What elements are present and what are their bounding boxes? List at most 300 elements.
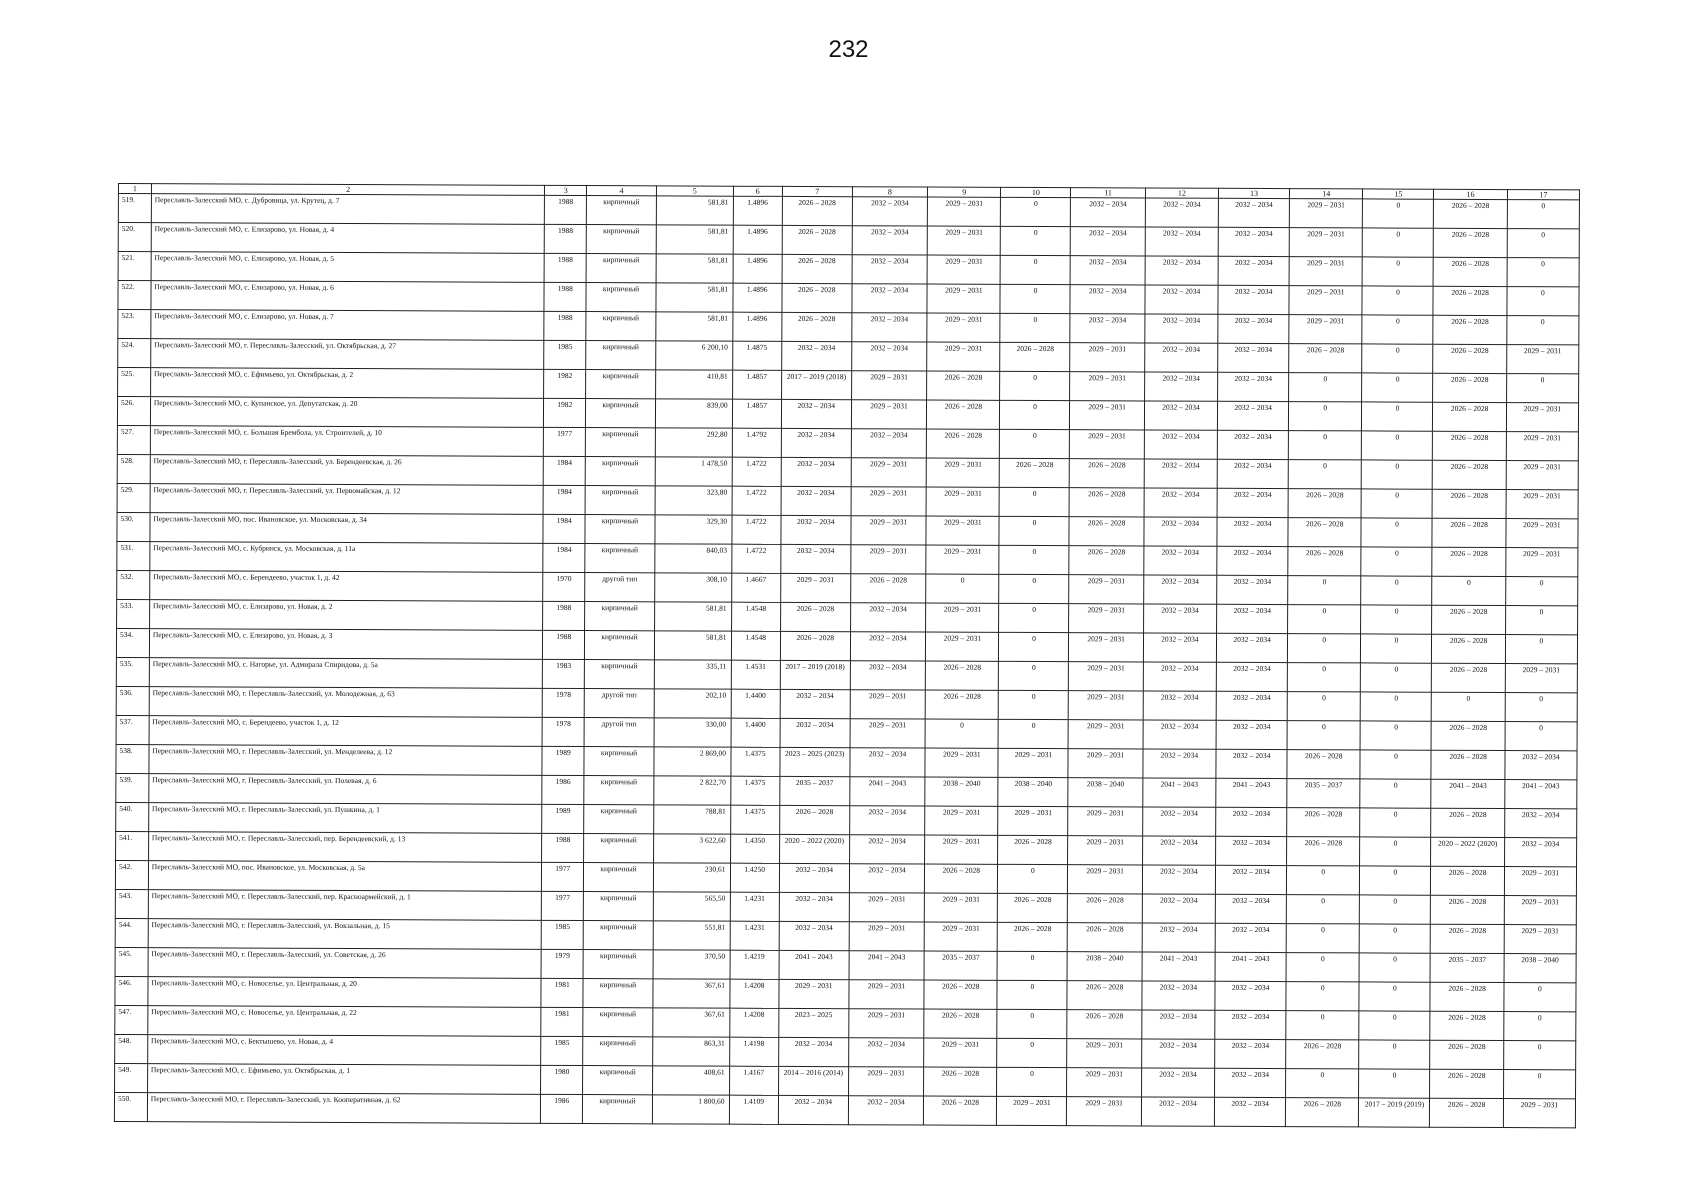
table-cell: 0: [999, 690, 1069, 719]
table-cell: 2032 – 2034: [1215, 865, 1286, 894]
table-cell: 0: [1360, 837, 1431, 866]
table-cell: 2032 – 2034: [1217, 401, 1288, 430]
table-cell: 1.4208: [729, 979, 778, 1008]
table-cell: 2026 – 2028: [1432, 721, 1505, 750]
table-cell: 2026 – 2028: [1433, 373, 1506, 402]
table-cell: 0: [1505, 606, 1577, 635]
table-cell: 0: [1362, 460, 1433, 489]
table-cell: 2032 – 2034: [1142, 923, 1215, 952]
table-cell: 2026 – 2028: [1430, 1040, 1503, 1069]
table-cell: 0: [1360, 924, 1431, 953]
table-cell: 1.4896: [733, 196, 782, 225]
table-cell: 1985: [544, 340, 586, 369]
table-cell: 2041 – 2043: [1215, 952, 1286, 981]
table-cell: 1982: [544, 398, 586, 427]
table-cell: 0: [1360, 750, 1431, 779]
table-cell: 2041 – 2043: [779, 950, 849, 979]
table-cell: 1.4231: [730, 921, 779, 950]
table-cell: 1.4208: [729, 1008, 778, 1037]
table-cell: 2029 – 2031: [851, 400, 927, 429]
table-cell: 533.: [117, 599, 150, 628]
table-cell: 2029 – 2031: [997, 1096, 1067, 1125]
table-cell: 0: [1507, 287, 1579, 316]
table-cell: 2029 – 2031: [926, 487, 999, 516]
table-cell: 2032 – 2034: [1144, 488, 1217, 517]
table-cell: 2026 – 2028: [1433, 431, 1506, 460]
table-cell: Переславль-Залесский МО, с. Нагорье, ул. Адмирала Спиридова, д. 5а: [149, 658, 543, 689]
table-cell: 535.: [116, 657, 149, 686]
column-header: 7: [782, 186, 852, 196]
table-cell: 2032 – 2034: [850, 632, 926, 661]
table-cell: 1988: [544, 282, 586, 311]
table-cell: 2029 – 2031: [1289, 315, 1362, 344]
table-cell: 2032 – 2034: [851, 342, 927, 371]
table-cell: 2029 – 2031: [1503, 1099, 1575, 1128]
table-cell: 0: [1505, 577, 1577, 606]
table-cell: 2041 – 2043: [850, 777, 926, 806]
table-cell: 2032 – 2034: [1144, 546, 1217, 575]
table-cell: 0: [998, 864, 1068, 893]
table-cell: 2026 – 2028: [1289, 344, 1362, 373]
table-cell: 1988: [542, 833, 584, 862]
table-cell: Переславль-Залесский МО, г. Переславль-Залесский, ул. Менделеева, д. 12: [149, 745, 543, 776]
table-cell: 0: [1359, 1069, 1430, 1098]
table-cell: 0: [1361, 663, 1432, 692]
table-cell: 2029 – 2031: [927, 284, 1000, 313]
table-cell: 2029 – 2031: [1506, 345, 1578, 374]
table-cell: 0: [1505, 722, 1577, 751]
table-cell: 526.: [117, 397, 150, 426]
table-cell: 1.4722: [732, 486, 781, 515]
table-cell: 2029 – 2031: [850, 690, 926, 719]
table-cell: Переславль-Залесский МО, г. Переславль-Залесский, ул. Кооперативная, д. 62: [147, 1093, 541, 1124]
table-cell: 2029 – 2031: [1506, 403, 1578, 432]
table-cell: кирпичный: [585, 544, 655, 573]
table-cell: кирпичный: [583, 863, 653, 892]
table-cell: 2029 – 2031: [1067, 1097, 1141, 1126]
table-cell: 0: [1503, 1070, 1575, 1099]
table-cell: 2032 – 2034: [1216, 662, 1287, 691]
table-cell: 546.: [115, 976, 148, 1005]
table-cell: другой тип: [585, 573, 655, 602]
table-cell: 543.: [115, 889, 148, 918]
table-cell: кирпичный: [585, 515, 655, 544]
table-cell: 2032 – 2034: [1145, 314, 1218, 343]
table-cell: кирпичный: [585, 457, 655, 486]
table-cell: 0: [1287, 663, 1360, 692]
table-cell: 2026 – 2028: [924, 1067, 997, 1096]
column-header: 6: [733, 186, 782, 196]
table-cell: 2029 – 2031: [779, 979, 849, 1008]
table-cell: 2032 – 2034: [1217, 546, 1288, 575]
table-cell: 0: [999, 603, 1069, 632]
table-cell: 0: [1000, 429, 1070, 458]
column-header: 9: [928, 187, 1001, 197]
table-cell: 0: [1505, 635, 1577, 664]
table-cell: 2026 – 2028: [1433, 460, 1506, 489]
table-cell: 2026 – 2028: [1000, 458, 1070, 487]
table-cell: 2026 – 2028: [1288, 489, 1361, 518]
table-cell: 0: [1359, 982, 1430, 1011]
table-cell: 2026 – 2028: [1431, 895, 1504, 924]
table-cell: 2026 – 2028: [850, 574, 926, 603]
table-cell: 840,03: [655, 544, 732, 573]
table-cell: 2038 – 2040: [1504, 954, 1576, 983]
table-cell: 2029 – 2031: [926, 516, 999, 545]
table-cell: 0: [1287, 866, 1360, 895]
table-cell: 524.: [118, 339, 151, 368]
table-cell: 2029 – 2031: [1505, 664, 1577, 693]
table-cell: 2029 – 2031: [1070, 401, 1144, 430]
table-cell: 2029 – 2031: [849, 922, 925, 951]
table-cell: 2032 – 2034: [849, 835, 925, 864]
table-cell: 1985: [542, 920, 584, 949]
table-cell: 1.4109: [729, 1095, 778, 1124]
table-cell: 525.: [118, 368, 151, 397]
table-cell: 2032 – 2034: [1070, 314, 1144, 343]
table-cell: 2032 – 2034: [850, 603, 926, 632]
table-cell: 2026 – 2028: [1067, 981, 1141, 1010]
table-cell: 0: [1288, 605, 1361, 634]
table-cell: кирпичный: [586, 254, 656, 283]
table-cell: 2032 – 2034: [1215, 1010, 1286, 1039]
table-cell: 0: [1362, 402, 1433, 431]
table-cell: 2026 – 2028: [1433, 286, 1506, 315]
table-cell: Переславль-Залесский МО, с. Елизарово, ул. Новая, д. 3: [149, 629, 543, 660]
table-cell: 1986: [542, 775, 584, 804]
table-cell: 0: [1363, 199, 1434, 228]
table-cell: 2026 – 2028: [1430, 982, 1503, 1011]
table-cell: 2026 – 2028: [1430, 1098, 1503, 1127]
table-cell: 1.4198: [729, 1037, 778, 1066]
table-cell: 1980: [541, 1065, 583, 1094]
table-cell: 2032 – 2034: [1217, 604, 1288, 633]
table-cell: Переславль-Залесский МО, г. Переславль-Залесский, ул. Молодежная, д. 63: [149, 687, 543, 718]
table-cell: 2029 – 2031: [925, 748, 998, 777]
table-cell: 2035 – 2037: [1287, 779, 1360, 808]
table-cell: кирпичный: [583, 979, 653, 1008]
table-cell: 2032 – 2034: [852, 313, 928, 342]
table-cell: 292,80: [655, 428, 732, 457]
table-cell: 0: [997, 1038, 1067, 1067]
table-cell: 308,10: [655, 573, 732, 602]
table-cell: 2026 – 2028: [1069, 517, 1143, 546]
table-cell: 2032 – 2034: [781, 486, 851, 515]
table-cell: кирпичный: [584, 660, 654, 689]
table-cell: 2032 – 2034: [1070, 285, 1144, 314]
table-cell: кирпичный: [586, 370, 656, 399]
table-cell: 2038 – 2040: [1067, 952, 1141, 981]
table-cell: 2026 – 2028: [998, 893, 1068, 922]
column-header: 17: [1507, 190, 1579, 200]
table-cell: Переславль-Залесский МО, с. Берендеево, участок 1, д. 12: [149, 716, 543, 747]
table-cell: 1984: [544, 456, 586, 485]
table-cell: 2032 – 2034: [1217, 575, 1288, 604]
table-cell: 2026 – 2028: [1433, 344, 1506, 373]
table-cell: 0: [1507, 229, 1579, 258]
table-cell: 2032 – 2034: [850, 748, 926, 777]
table-cell: 0: [1503, 1041, 1575, 1070]
table-cell: 2026 – 2028: [1286, 1040, 1359, 1069]
table-cell: Переславль-Залесский МО, с. Елизарово, ул. Новая, д. 6: [151, 281, 545, 312]
table-cell: 0: [1286, 895, 1359, 924]
table-cell: 2029 – 2031: [1504, 925, 1576, 954]
table-cell: 2032 – 2034: [1142, 894, 1215, 923]
table-cell: 550.: [114, 1092, 147, 1121]
table-cell: 1.4896: [732, 283, 781, 312]
table-cell: 2029 – 2031: [924, 1038, 997, 1067]
table-cell: 2029 – 2031: [1506, 490, 1578, 519]
table-cell: 2032 – 2034: [1217, 517, 1288, 546]
table-cell: 2026 – 2028: [1070, 459, 1144, 488]
table-cell: 0: [1286, 982, 1359, 1011]
table-cell: 1982: [544, 369, 586, 398]
table-cell: 1988: [545, 253, 587, 282]
table-cell: 2017 – 2019 (2018): [780, 660, 850, 689]
table-cell: 2032 – 2034: [1217, 430, 1288, 459]
table-cell: 2032 – 2034: [1215, 1068, 1286, 1097]
table-cell: 1.4857: [732, 370, 781, 399]
table-cell: 2029 – 2031: [1069, 662, 1143, 691]
table-cell: 2029 – 2031: [927, 255, 1000, 284]
table-cell: 2026 – 2028: [780, 602, 850, 631]
table-cell: 2032 – 2034: [1215, 1039, 1286, 1068]
table-cell: 2029 – 2031: [1068, 807, 1142, 836]
table-cell: 1986: [541, 1094, 583, 1123]
table-cell: 544.: [115, 918, 148, 947]
table-cell: 1.4250: [730, 863, 779, 892]
table-cell: 1.4857: [732, 399, 781, 428]
table-cell: Переславль-Залесский МО, с. Кубринск, ул. Московская, д. 11а: [150, 542, 544, 573]
table-cell: Переславль-Залесский МО, г. Переславль-Залесский, ул. Октябрьская, д. 27: [150, 339, 544, 370]
table-cell: 1970: [543, 572, 585, 601]
table-cell: 2032 – 2034: [848, 1038, 924, 1067]
table-cell: 2032 – 2034: [1218, 198, 1289, 227]
table-cell: 2026 – 2028: [1286, 1098, 1359, 1127]
table-cell: 0: [1000, 371, 1070, 400]
table-cell: 2032 – 2034: [781, 341, 851, 370]
table-cell: 0: [999, 545, 1069, 574]
table-cell: кирпичный: [584, 747, 654, 776]
table-cell: 1.4231: [730, 892, 779, 921]
table-cell: 2017 – 2019 (2019): [1359, 1098, 1430, 1127]
table-cell: 2029 – 2031: [1070, 430, 1144, 459]
table-cell: другой тип: [584, 718, 654, 747]
table-cell: 2032 – 2034: [1218, 314, 1289, 343]
table-cell: Переславль-Залесский МО, с. Елизарово, ул. Новая, д. 2: [149, 600, 543, 631]
table-cell: 2032 – 2034: [1141, 1039, 1214, 1068]
table-cell: 1988: [543, 630, 585, 659]
table-cell: Переславль-Залесский МО, пос. Ивановское, ул. Московская, д. 34: [150, 513, 544, 544]
table-cell: 0: [1361, 605, 1432, 634]
table-cell: 2032 – 2034: [1215, 981, 1286, 1010]
table-cell: 522.: [118, 281, 151, 310]
table-cell: кирпичный: [584, 776, 654, 805]
table-cell: кирпичный: [583, 1037, 653, 1066]
table-cell: Переславль-Залесский МО, с. Елизарово, ул. Новая, д. 7: [151, 310, 545, 341]
table-cell: 548.: [115, 1034, 148, 1063]
table-cell: 2032 – 2034: [1504, 838, 1576, 867]
table-cell: 545.: [115, 947, 148, 976]
table-cell: 1988: [544, 311, 586, 340]
housing-table: [114, 183, 1580, 1128]
table-cell: 2017 – 2019 (2018): [781, 370, 851, 399]
table-cell: 2032 – 2034: [1216, 836, 1287, 865]
table-cell: 0: [1000, 487, 1070, 516]
table-cell: 0: [1001, 226, 1071, 255]
table-cell: 2029 – 2031: [851, 371, 927, 400]
table-cell: 521.: [118, 252, 151, 281]
table-cell: 2026 – 2028: [1000, 342, 1070, 371]
table-cell: 2032 – 2034: [1143, 604, 1216, 633]
table-cell: Переславль-Залесский МО, с. Берендеево, участок 1, д. 42: [149, 571, 543, 602]
table-cell: 2029 – 2031: [924, 922, 997, 951]
table-cell: 329,30: [655, 515, 732, 544]
table-cell: 0: [999, 574, 1069, 603]
table-cell: Переславль-Залесский МО, с. Елизарово, ул. Новая, д. 5: [151, 252, 545, 283]
table-cell: Переславль-Залесский МО, с. Большая Брембола, ул. Строителей, д. 10: [150, 426, 544, 457]
table-cell: 2026 – 2028: [1288, 547, 1361, 576]
table-cell: 2032 – 2034: [1505, 751, 1577, 780]
table-cell: Переславль-Залесский МО, г. Переславль-Залесский, ул. Пушкина, д. 1: [148, 803, 542, 834]
table-cell: 202,10: [654, 689, 731, 718]
table-cell: 2029 – 2031: [998, 748, 1068, 777]
table-cell: 540.: [116, 802, 149, 831]
table-cell: 0: [1362, 315, 1433, 344]
table-cell: 2032 – 2034: [1142, 807, 1215, 836]
table-cell: 0: [1289, 402, 1362, 431]
table-cell: 0: [1361, 489, 1432, 518]
table-cell: 2032 – 2034: [1218, 343, 1289, 372]
table-cell: 2029 – 2031: [1289, 199, 1362, 228]
table-cell: 1983: [543, 659, 585, 688]
table-cell: 1.4350: [730, 834, 779, 863]
table-cell: 1.4375: [730, 747, 779, 776]
table-cell: Переславль-Залесский МО, с. Купанское, ул. Депутатская, д. 20: [150, 397, 544, 428]
table-cell: Переславль-Залесский МО, пос. Ивановское, ул. Московская, д. 5а: [148, 861, 542, 892]
table-cell: 0: [1286, 953, 1359, 982]
table-cell: 1.4375: [730, 776, 779, 805]
table-cell: 6 200,10: [656, 341, 733, 370]
table-cell: 2032 – 2034: [1145, 285, 1218, 314]
table-cell: 549.: [115, 1063, 148, 1092]
table-cell: 2032 – 2034: [1144, 517, 1217, 546]
table-cell: 2026 – 2028: [925, 661, 998, 690]
table-cell: 541.: [116, 831, 149, 860]
table-cell: 2026 – 2028: [998, 835, 1068, 864]
column-header: 16: [1434, 189, 1507, 199]
table-cell: 581,81: [656, 312, 733, 341]
table-cell: 2026 – 2028: [1431, 866, 1504, 895]
table-cell: 2026 – 2028: [782, 254, 852, 283]
table-cell: кирпичный: [586, 341, 656, 370]
table-cell: 2026 – 2028: [780, 631, 850, 660]
table-cell: 839,00: [655, 399, 732, 428]
table-cell: 2029 – 2031: [849, 980, 925, 1009]
table-cell: 2026 – 2028: [925, 864, 998, 893]
table-cell: 1.4896: [733, 254, 782, 283]
table-cell: 2032 – 2034: [848, 1096, 924, 1125]
table-cell: 370,50: [653, 950, 730, 979]
table-cell: 2023 – 2025: [779, 1008, 849, 1037]
table-cell: 2026 – 2028: [782, 283, 852, 312]
table-cell: 2026 – 2028: [1431, 808, 1504, 837]
table-cell: кирпичный: [584, 631, 654, 660]
table-cell: 2029 – 2031: [927, 313, 1000, 342]
table-cell: 2032 – 2034: [1071, 227, 1145, 256]
table-cell: 0: [1363, 228, 1434, 257]
table-cell: Переславль-Залесский МО, г. Переславль-Залесский, ул. Первомайская, д. 12: [150, 484, 544, 515]
table-cell: 0: [1504, 1012, 1576, 1041]
table-cell: 2029 – 2031: [926, 458, 999, 487]
table-cell: 1977: [542, 891, 584, 920]
table-cell: Переславль-Залесский МО, г. Переславль-Залесский, пер. Берендеевский, д. 13: [148, 832, 542, 863]
table-cell: Переславль-Залесский МО, г. Переславль-Залесский, ул. Советская, д. 26: [148, 948, 542, 979]
table-cell: 2041 – 2043: [1505, 780, 1577, 809]
table-cell: 2032 – 2034: [1144, 459, 1217, 488]
table-cell: 0: [1361, 634, 1432, 663]
table-cell: 2029 – 2031: [1068, 749, 1142, 778]
table-cell: 1984: [543, 514, 585, 543]
column-header: 10: [1001, 187, 1071, 197]
table-cell: 2029 – 2031: [1506, 461, 1578, 490]
table-cell: кирпичный: [583, 1008, 653, 1037]
table-cell: другой тип: [584, 689, 654, 718]
table-cell: 2 822,70: [654, 776, 731, 805]
table-cell: 2032 – 2034: [850, 661, 926, 690]
table-cell: 581,81: [654, 631, 731, 660]
table-cell: кирпичный: [584, 805, 654, 834]
table-cell: 0: [926, 574, 999, 603]
table-cell: Переславль-Залесский МО, с. Бектышево, ул. Новая, д. 4: [147, 1035, 541, 1066]
table-cell: 2026 – 2028: [1434, 257, 1507, 286]
column-header: 15: [1363, 189, 1434, 199]
table-cell: 2032 – 2034: [1144, 372, 1217, 401]
table-cell: 2032 – 2034: [1216, 749, 1287, 778]
table-cell: 2026 – 2028: [998, 922, 1068, 951]
table-cell: 367,61: [653, 1008, 730, 1037]
table-cell: 2032 – 2034: [1071, 256, 1145, 285]
table-cell: 2032 – 2034: [1216, 633, 1287, 662]
table-cell: кирпичный: [586, 225, 656, 254]
table-cell: 2035 – 2037: [1431, 953, 1504, 982]
table-cell: 1989: [542, 804, 584, 833]
table-cell: 0: [1362, 373, 1433, 402]
table-cell: 1.4548: [731, 602, 780, 631]
table-cell: 2032 – 2034: [1144, 401, 1217, 430]
table-cell: 2032 – 2034: [852, 255, 928, 284]
table-cell: 2029 – 2031: [924, 893, 997, 922]
table-cell: 330,00: [654, 718, 731, 747]
table-cell: 2026 – 2028: [1434, 199, 1507, 228]
table-cell: 2032 – 2034: [779, 892, 849, 921]
column-header: 14: [1290, 189, 1363, 199]
table-cell: 537.: [116, 715, 149, 744]
table-cell: 2041 – 2043: [1142, 952, 1215, 981]
table-cell: 529.: [117, 483, 150, 512]
table-cell: 2029 – 2031: [851, 487, 927, 516]
table-cell: 2014 – 2016 (2014): [778, 1066, 848, 1095]
table-cell: 0: [997, 1067, 1067, 1096]
column-header: 4: [586, 186, 656, 196]
table-cell: кирпичный: [583, 950, 653, 979]
table-cell: 1988: [543, 601, 585, 630]
table-cell: 2032 – 2034: [1142, 865, 1215, 894]
table-cell: 0: [1362, 257, 1433, 286]
table-cell: 2029 – 2031: [1506, 432, 1578, 461]
table-cell: 2026 – 2028: [1430, 1011, 1503, 1040]
table-cell: 2032 – 2034: [1141, 1097, 1214, 1126]
